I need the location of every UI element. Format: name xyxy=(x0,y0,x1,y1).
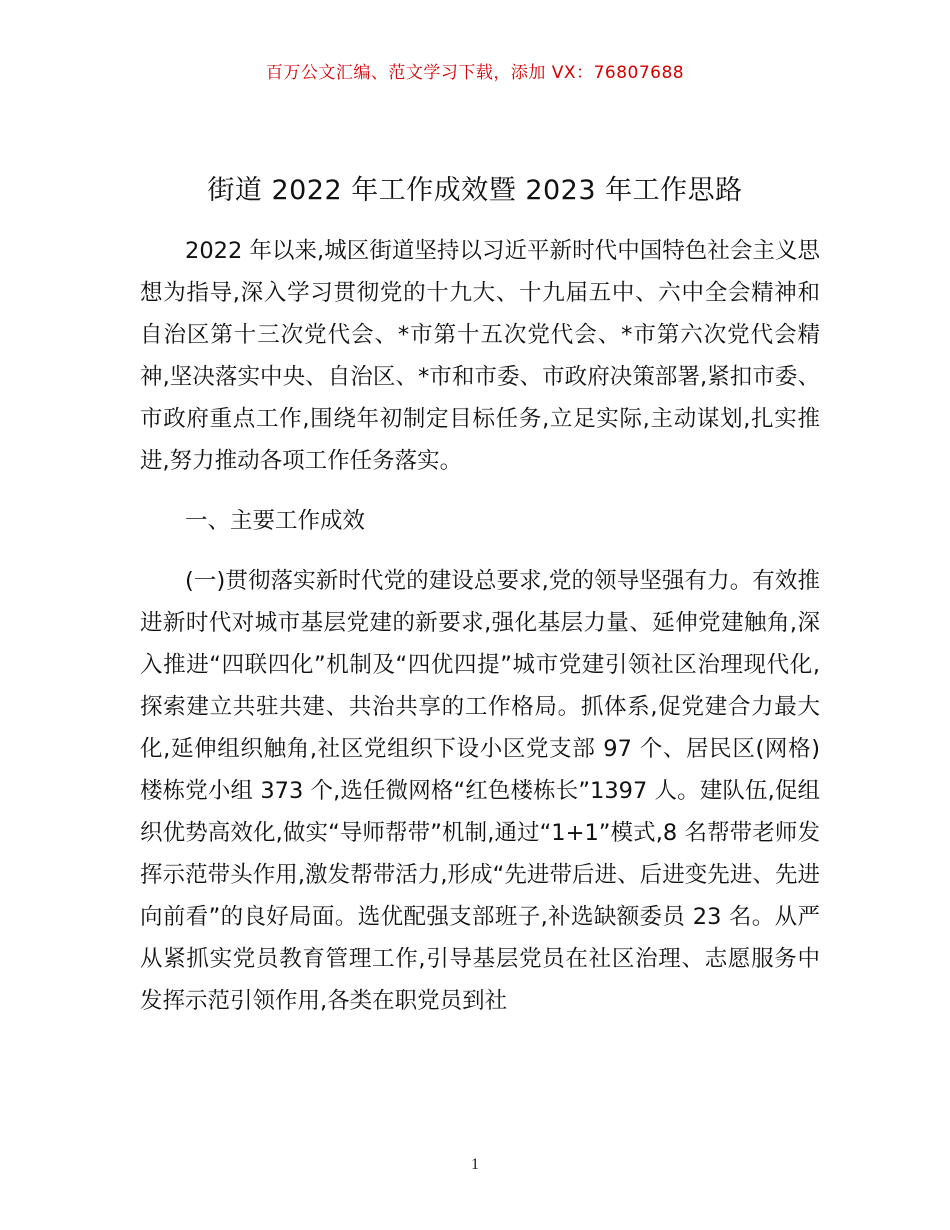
intro-paragraph: 2022 年以来,城区街道坚持以习近平新时代中国特色社会主义思想为指导,深入学习贯彻党的十九大、十九届五中、六中全会精神和自治区第十三次党代会、*市第十五次党代会、*市第六次党代会精神,坚决落实中央、自治区、*市和市委、市政府决策部署,紧扣市委、市政府重点工作,围绕年初制定目标任务,立足实际,主动谋划,扎实推进,努力推动各项工作任务落实。 xyxy=(140,238,820,474)
document-body xyxy=(140,230,820,1022)
watermark-header: 百万公文汇编、范文学习下载，添加 VX：76807688 xyxy=(265,63,685,83)
page-number: 1 xyxy=(471,1156,479,1173)
document-title: 街道 2022 年工作成效暨 2023 年工作思路 xyxy=(207,175,743,206)
section-heading: 一、主要工作成效 xyxy=(185,508,366,534)
subsection-paragraph: (一)贯彻落实新时代党的建设总要求,党的领导坚强有力。有效推进新时代对城市基层党建的新要求,强化基层力量、延伸党建触角,深入推进“四联四化”机制及“四优四提”城市党建引领社区治理现代化,探索建立共驻共建、共治共享的工作格局。抓体系,促党建合力最大化,延伸组织触角,社区党组织下设小区党支部 97 个、居民区(网格)楼栋党小组 373 个,选任微网格“红色楼栋长”1397 人。建队伍,促组织优势高效化,做实“导师帮带”机制,通过“1+1”模式,8 名帮带老师发挥示范带头作用,激发帮带活力,形成“先进带后进、后进变先进、先进向前看”的良好局面。选优配强支部班子,补选缺额委员 23 名。从严从紧抓实党员教育管理工作,引导基层党员在社区治理、志愿服务中发挥示范引领作用,各类在职党员到社 xyxy=(140,568,820,1014)
